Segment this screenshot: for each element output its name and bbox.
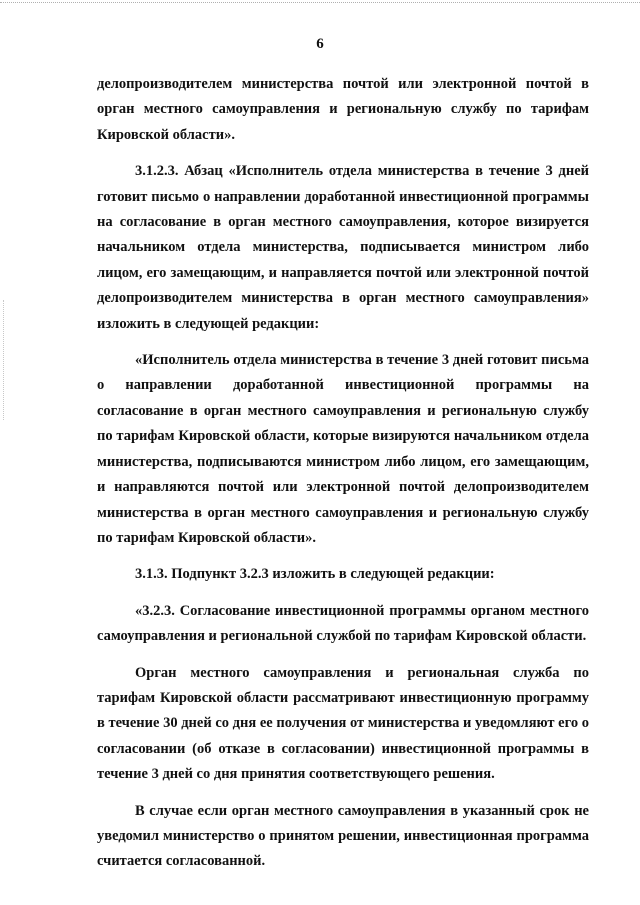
document-body bbox=[97, 72, 589, 875]
page-number: 6 bbox=[316, 36, 324, 52]
scan-edge-left bbox=[3, 300, 4, 420]
paragraph-3-1-3: 3.1.3. Подпункт 3.2.3 изложить в следующей редакции: bbox=[135, 566, 495, 583]
paragraph-review-period: Орган местного самоуправления и региональная служба по тарифам Кировской области рассматривают инвестиционную программу в течение 30 дней со дня ее получения от министерства и уведомляют его о согласовании (об отказе в согласовании) инвестиционной программы в течение 3 дней со дня принятия соответствующего решения. bbox=[97, 664, 589, 783]
scan-edge-top bbox=[0, 2, 640, 3]
paragraph-3-1-2-3: 3.1.2.3. Абзац «Исполнитель отдела министерства в течение 3 дней готовит письмо о направлении доработанной инвестиционной программы на согласование в орган местного самоуправления, которое визируется начальником отдела министерства, подписывается министром либо лицом, его замещающим, и направляется почтой или электронной почтой делопроизводителем министерства в орган местного самоуправления» изложить в следующей редакции: bbox=[97, 163, 589, 332]
paragraph-3-2-3: «3.2.3. Согласование инвестиционной программы органом местного самоуправления и региональной службой по тарифам Кировской области. bbox=[97, 602, 589, 645]
paragraph-deemed-approved: В случае если орган местного самоуправления в указанный срок не уведомил министерство о принятом решении, инвестиционная программа считается согласованной. bbox=[97, 802, 589, 870]
paragraph-new-wording: «Исполнитель отдела министерства в течение 3 дней готовит письма о направлении доработанной инвестиционной программы на согласование в орган местного самоуправления и региональную службу по тарифам Кировской области, которые визируются начальником отдела министерства, подписываются министром либо лицом, его замещающим, и направляются почтой или электронной почтой делопроизводителем министерства в орган местного самоуправления и региональную службу по тарифам Кировской области». bbox=[97, 352, 589, 546]
paragraph-continuation: делопроизводителем министерства почтой или электронной почтой в орган местного самоуправления и региональную службу по тарифам Кировской области». bbox=[97, 76, 589, 143]
